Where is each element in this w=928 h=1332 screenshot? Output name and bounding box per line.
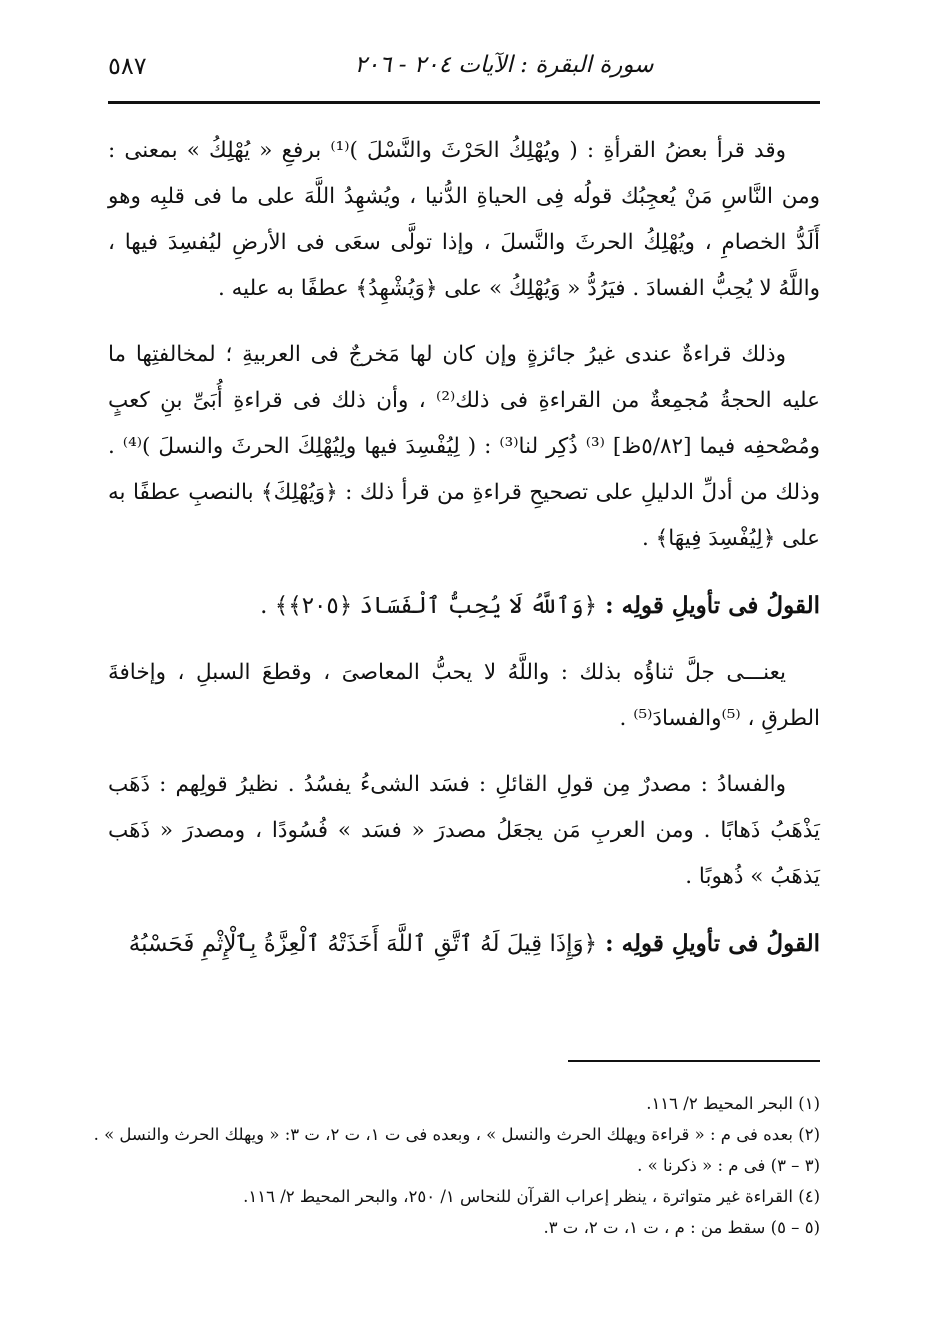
section-heading [108,920,820,968]
footnotes [93,1088,820,1243]
running-title: سورة البقرة : الآيات ٢٠٤ - ٢٠٦ [354,52,654,78]
body-paragraph: وقد قرأ بعضُ القرأةِ : ( ويُهْلِكُ الحَرْثَ والنَّسْلَ )⁽¹⁾ برفعِ « يُهْلِكُ » بمعنى : ومن النَّاسِ مَنْ يُعجِبُك قولُه فِى الحياةِ الدُّنيا ، ويُشهِدُ اللَّهَ على ما فى قلبِه وهو أَلَدُّ الخصامِ ، ويُهْلِكُ الحرثَ والنَّسلَ ، وإذا تولَّى سعَى فى الأرضِ ليُفسِدَ فيها ، واللَّهُ لا يُحِبُّ الفسادَ . فيَرُدُّ « وَيُهْلِكُ » على ﴿وَيُشْهِدُ﴾ عطفًا به عليه . [108,138,820,301]
footnote: (٢) بعده فى م : « قراءة ويهلك الحرث والنسل » ، وبعده فى ت ١، ت ٢، ت ٣: « ويهلك الحرث والنسل » . [93,1125,820,1144]
body-paragraph: والفسادُ : مصدرٌ مِن قولِ القائلِ : فسَد الشىءُ يفسُدُ . نظيرُ قولِهم : ذَهَب يَذْهَبُ ذَهابًا . ومن العربِ مَن يجعَلُ مصدرَ « فسَد » فُسُودًا ، ومصدرَ « ذَهَب يَذهَبُ » ذُهوبًا . [108,772,820,889]
body-paragraph: يعنـــى جلَّ ثناؤُه بذلك : واللَّهُ لا يحبُّ المعاصىَ ، وقطعَ السبلِ ، وإخافةَ الطرقِ ، ⁽⁵⁾والفسادَ⁽⁵⁾ . [108,660,820,731]
footnote: (٣ – ٣) فى م : « ذكرنا » . [637,1156,820,1175]
footnote: (١) البحر المحيط ٢/ ١١٦. [646,1094,820,1113]
footnote: (٤) القراءة غير متواترة ، ينظر إعراب القرآن للنحاس ١/ ٢٥٠، والبحر المحيط ٢/ ١١٦. [243,1187,820,1206]
header-rule [108,101,820,104]
section-heading [108,582,820,630]
footnote-rule [568,1060,820,1062]
heading-lead: القولُ فى تأويلِ قولِه : [605,592,820,619]
page-number: ٥٨٧ [108,52,147,80]
heading-lead: القولُ فى تأويلِ قولِه : [605,930,820,957]
page-header [108,52,820,96]
main-text [108,128,820,988]
body-paragraph: وذلك قراءةٌ عندى غيرُ جائزةٍ وإن كان لها مَخرجٌ فى العربيةِ ؛ لمخالفتِها ما عليه الحجةُ مُجمِعةٌ من القراءةِ فى ذلك⁽²⁾ ، وأن ذلك فى قراءةِ أُبَىِّ بنِ كعبٍ ومُصْحفِه فيما [٥/٨٢ظ] ⁽³⁾ ذُكِر لنا⁽³⁾ : ( لِيُفْسِدَ فيها ولِيُهْلِكَ الحرثَ والنسلَ )⁽⁴⁾ . وذلك من أدلِّ الدليلِ على تصحيحِ قراءةِ من قرأ ذلك : ﴿وَيُهْلِكَ﴾ بالنصبِ عطفًا به على ﴿لِيُفْسِدَ فِيهَا﴾ . [108,342,820,551]
quran-verse: ﴿وَإِذَا قِيلَ لَهُ ٱتَّقِ ٱللَّهَ أَخَذَتْهُ ٱلْعِزَّةُ بِٱلْإِثْمِ فَحَسْبُهُ [128,931,598,957]
footnote: (٥ – ٥) سقط من : م ، ت ١، ت ٢، ت ٣. [543,1218,820,1237]
quran-verse: ﴿وَٱللَّهُ لَا يُحِبُّ ٱلْفَسَادَ ﴿٢٠٥﴾﴾ . [260,593,598,619]
